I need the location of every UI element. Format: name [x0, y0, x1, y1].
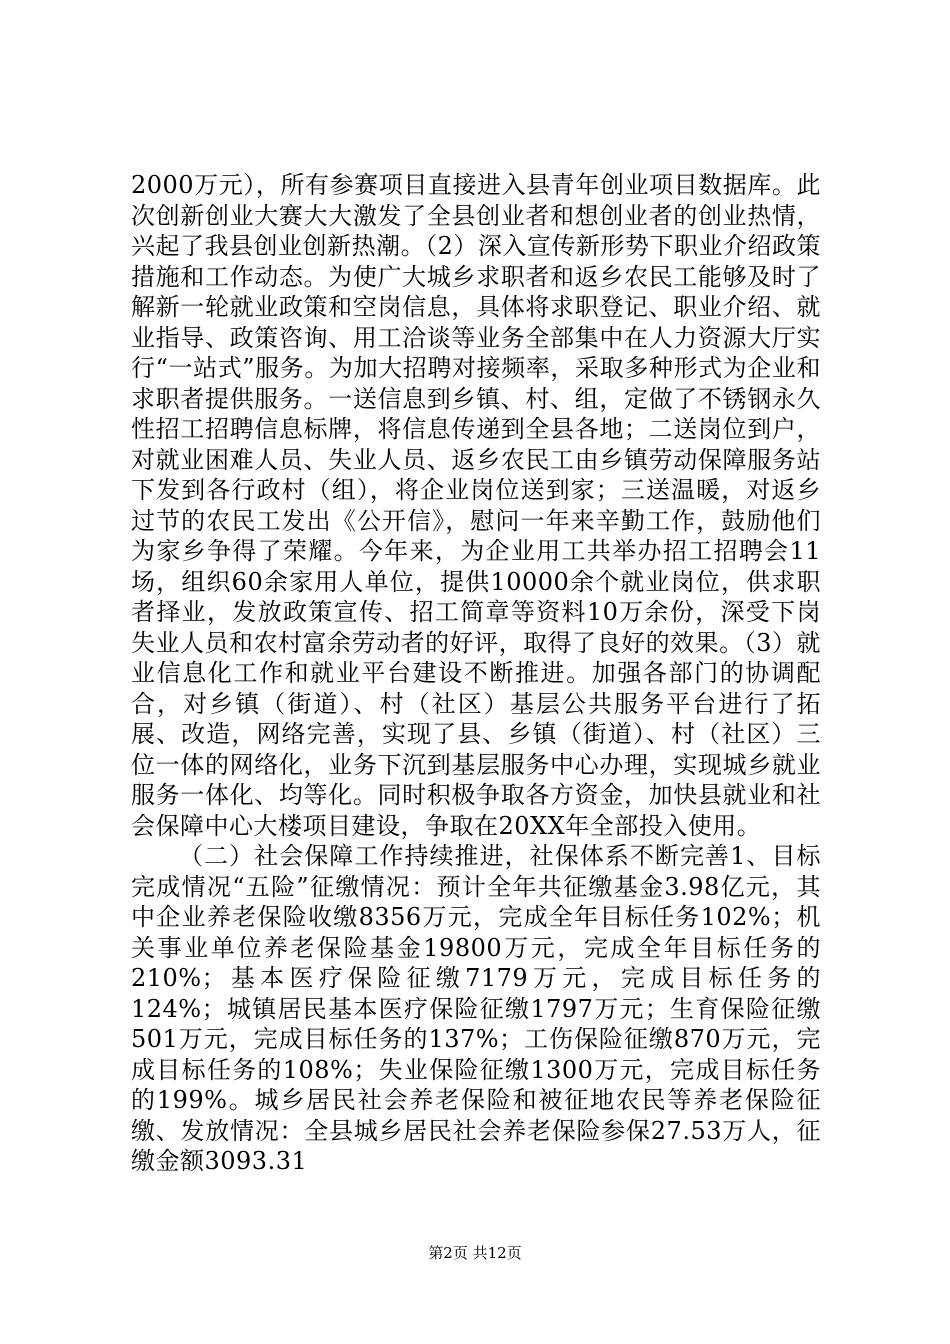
paragraph-employment-services: 2000万元），所有参赛项目直接进入县青年创业项目数据库。此次创新创业大赛大大激发了全县创业者和想创业者的创业热情，兴起了我县创业创新热潮。（2）深入宣传新形势下职业介绍政策措施和工作动态。为使广大城乡求职者和返乡农民工能够及时了解新一轮就业政策和空岗信息，具体将求职登记、职业介绍、就业指导、政策咨询、用工洽谈等业务全部集中在人力资源大厅实行“一站式”服务。为加大招聘对接频率，采取多种形式为企业和求职者提供服务。一送信息到乡镇、村、组，定做了不锈钢永久性招工招聘信息标牌，将信息传递到全县各地；二送岗位到户，对就业困难人员、失业人员、返乡农民工由乡镇劳动保障服务站下发到各行政村（组），将企业岗位送到家；三送温暖，对返乡过节的农民工发出《公开信》，慰问一年来辛勤工作，鼓励他们为家乡争得了荣耀。今年来，为企业用工共举办招工招聘会11场，组织60余家用人单位，提供10000余个就业岗位，供求职者择业，发放政策宣传、招工简章等资料10万余份，深受下岗失业人员和农村富余劳动者的好评，取得了良好的效果。（3）就业信息化工作和就业平台建设不断推进。加强各部门的协调配合，对乡镇（街道）、村（社区）基层公共服务平台进行了拓展、改造，网络完善，实现了县、乡镇（街道）、村（社区）三位一体的网络化，业务下沉到基层服务中心办理，实现城乡就业服务一体化、均等化。同时积极争取各方资金，加快县就业和社会保障中心大楼项目建设，争取在20XX年全部投入使用。: [131, 171, 821, 840]
document-body: [131, 170, 821, 1177]
page-footer: [0, 1243, 950, 1263]
paragraph-social-security: （二）社会保障工作持续推进，社保体系不断完善1、目标完成情况“五险”征缴情况：预计全年共征缴基金3.98亿元，其中企业养老保险收缴8356万元，完成全年目标任务102%；机关事业单位养老保险基金19800万元，完成全年目标任务的210%；基本医疗保险征缴7179万元，完成目标任务的124%；城镇居民基本医疗保险征缴1797万元；生育保险征缴501万元，完成目标任务的137%；工伤保险征缴870万元，完成目标任务的108%；失业保险征缴1300万元，完成目标任务的199%。城乡居民社会养老保险和被征地农民等养老保险征缴、发放情况：全县城乡居民社会养老保险参保27.53万人，征缴金额3093.31: [131, 842, 821, 1175]
page-number: 第2页 共12页: [428, 1244, 522, 1262]
